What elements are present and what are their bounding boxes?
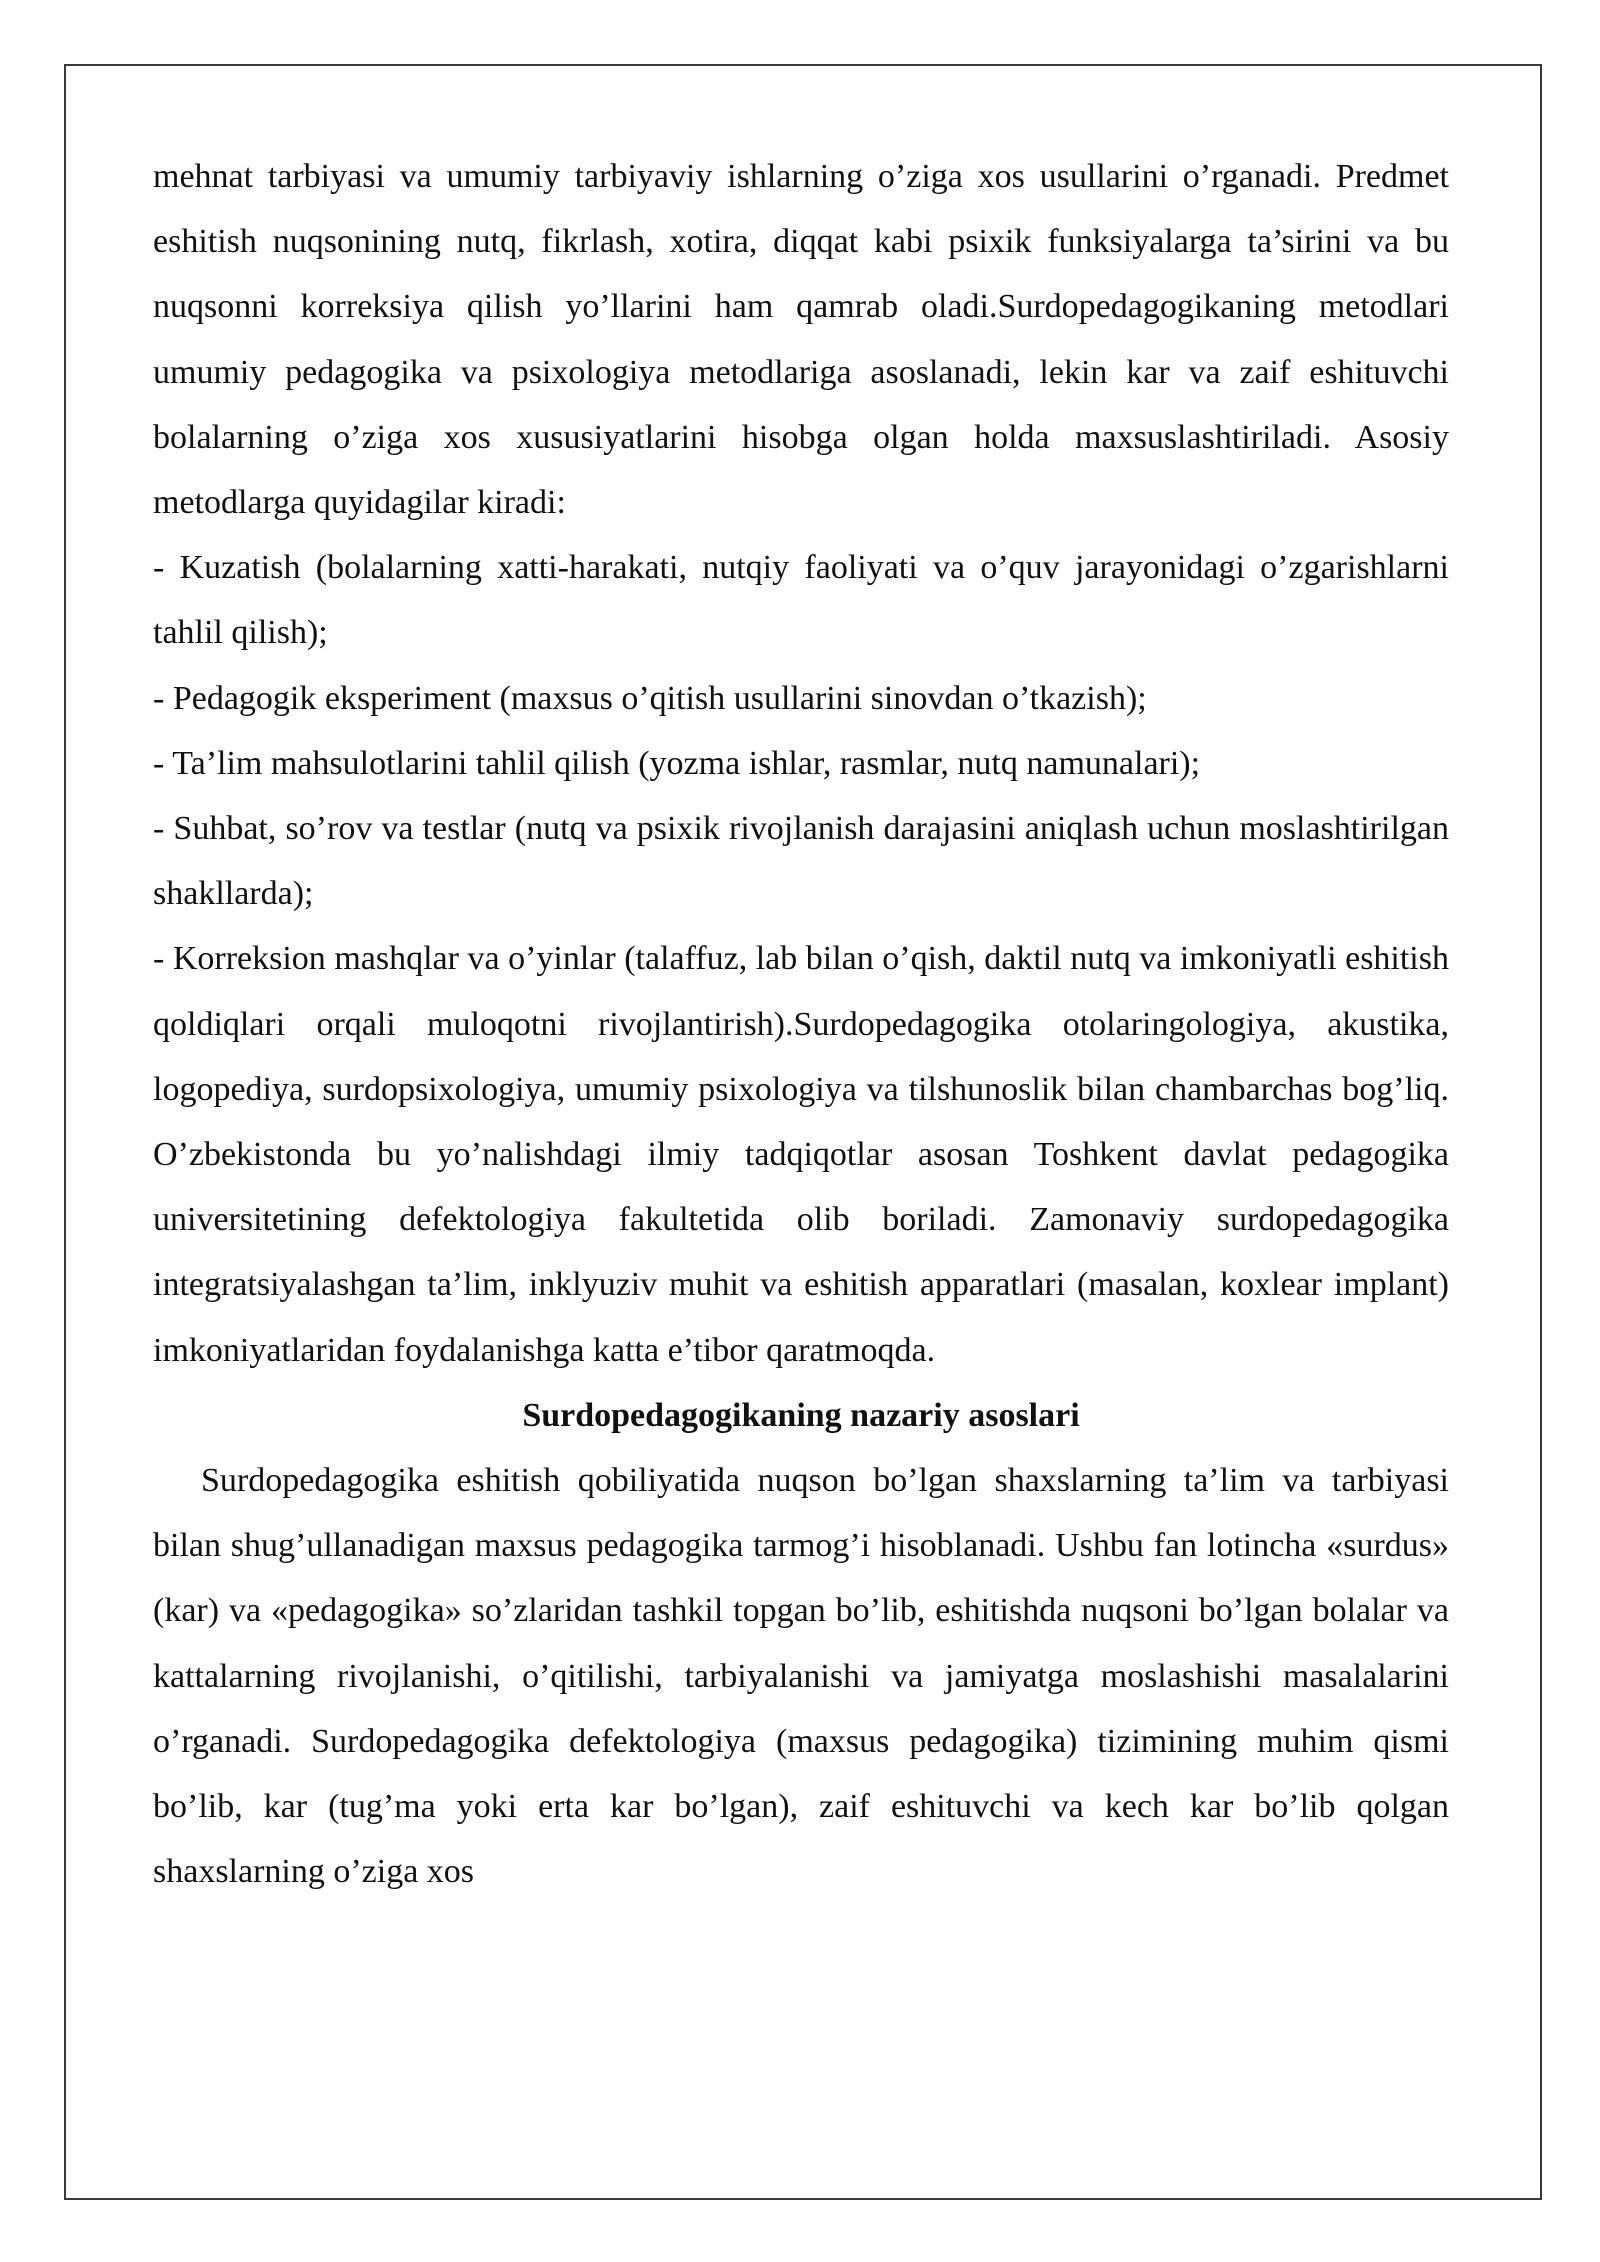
list-item-experiment: - Pedagogik eksperiment (maxsus o’qitish usullarini sinovdan o’tkazish); <box>153 679 1147 717</box>
list-item-exercises: - Korreksion mashqlar va o’yinlar (talaffuz, lab bilan o’qish, daktil nutq va imkoniyatli eshitish qoldiqlari orqali muloqotni rivojlantirish).Surdopedagogika otolaringologiya, akustika, logopediya, surdopsixologiya, umumiy psixologiya va tilshunoslik bilan chambarchas bog’liq. O’zbekistonda bu yo’nalishdagi ilmiy tadqiqotlar asosan Toshkent davlat pedagogika universitetining defektologiya fakultetida olib boriladi. Zamonaviy surdopedagogika integratsiyalashgan ta’lim, inklyuziv muhit va eshitish apparatlari (masalan, koxlear implant) imkoniyatlaridan foydalanishga katta e’tibor qaratmoqda. <box>153 940 1449 1369</box>
document-body <box>153 144 1449 1904</box>
list-item-analysis: - Ta’lim mahsulotlarini tahlil qilish (yozma ishlar, rasmlar, nutq namunalari); <box>153 744 1201 782</box>
list-item-observation: - Kuzatish (bolalarning xatti-harakati, nutqiy faoliyati va o’quv jarayonidagi o’zgarishlarni tahlil qilish); <box>153 549 1449 652</box>
section-heading: Surdopedagogikaning nazariy asoslari <box>522 1396 1080 1434</box>
paragraph-intro: mehnat tarbiyasi va umumiy tarbiyaviy ishlarning o’ziga xos usullarini o’rganadi. Predmet eshitish nuqsonining nutq, fikrlash, xotira, diqqat kabi psixik funksiyalarga ta’sirini va bu nuqsonni korreksiya qilish yo’llarini ham qamrab oladi.Surdopedagogikaning metodlari umumiy pedagogika va psixologiya metodlariga asoslanadi, lekin kar va zaif eshituvchi bolalarning o’ziga xos xususiyatlarini hisobga olgan holda maxsuslashtiriladi. Asosiy metodlarga quyidagilar kiradi: <box>153 158 1449 522</box>
list-item-survey: - Suhbat, so’rov va testlar (nutq va psixik rivojlanish darajasini aniqlash uchun moslashtirilgan shakllarda); <box>153 810 1449 913</box>
paragraph-theory: Surdopedagogika eshitish qobiliyatida nuqson bo’lgan shaxslarning ta’lim va tarbiyasi bilan shug’ullanadigan maxsus pedagogika tarmog’i hisoblanadi. Ushbu fan lotincha «surdus» (kar) va «pedagogika» so’zlaridan tashkil topgan bo’lib, eshitishda nuqsoni bo’lgan bolalar va kattalarning rivojlanishi, o’qitilishi, tarbiyalanishi va jamiyatga moslashishi masalalarini o’rganadi. Surdopedagogika defektologiya (maxsus pedagogika) tizimining muhim qismi bo’lib, kar (tug’ma yoki erta kar bo’lgan), zaif eshituvchi va kech kar bo’lib qolgan shaxslarning o’ziga xos <box>153 1462 1449 1891</box>
